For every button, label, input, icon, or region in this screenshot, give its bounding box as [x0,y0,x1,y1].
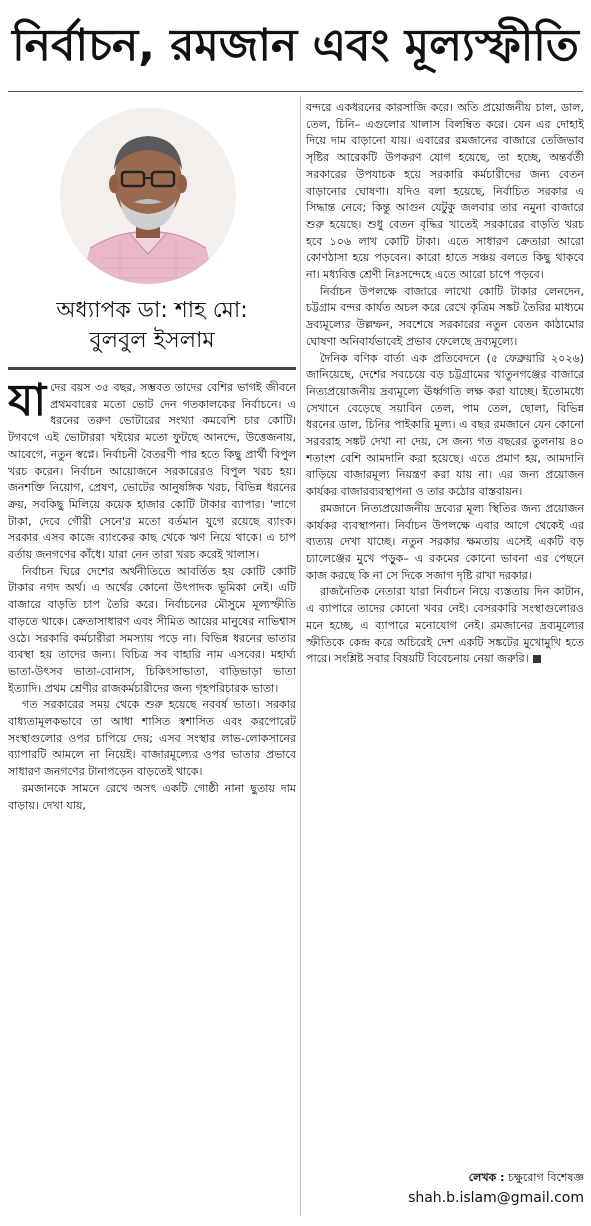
author-photo [60,108,236,284]
paragraph: রমজানে নিত্যপ্রয়োজনীয় দ্রব্যের মূল্য স্থিতির জন্য প্রয়োজন কার্যকর ব্যবস্থাপনা। নির্বাচন উপলক্ষে এবার আগে থেকেই এর ব্যত্যয় দেখা যাচ্ছে। নতুন সরকার ক্ষমতায় এসেই একটি বড় চ্যালেঞ্জের মুখে পড়ুক– এ রকমের কোনো ভাবনা এর পেছনে কাজ করছে কি না সে দিকে সজাগ দৃষ্টি রাখা দরকার। [306,501,584,582]
byline-rule [8,367,296,370]
paragraph: রমজানকে সামনে রেখে অসৎ একটি গোষ্ঠী নানা ছুতায় দাম বাড়ায়। দেখা যায়, [8,781,296,812]
column-divider [300,96,301,1216]
author-signoff [306,1170,584,1186]
end-mark-icon [533,655,541,663]
paragraph: বন্দরে একধরনের কারসাজি করে। অতি প্রয়োজনীয় চাল, ডাল, তেল, চিনি– এগুলোর খালাস বিলম্বিত করে। যেন এর দোহাই দিয়ে দাম বাড়ানো যায়। এবারের রমজানের বাজারে তেজিভাব সৃষ্টির আরেকটি উপকরণ যোগ হয়েছে, তা হচ্ছে, অন্তর্বর্তী সরকারের উপযাচক হয়ে সরকারি কর্মচারীদের জন্য বেতন বাড়ানোর ঘোষণা। যদিও বলা হয়েছে, নির্বাচিত সরকার এ সিদ্ধান্ত নেবে; কিন্তু আগুন যেটুকু জলবার তার নমুনা বাজারে শুরু হয়েছে। শুধু বেতন বৃদ্ধির খাতেই সরকারের বাড়তি খরচ হবে ১০৬ লাখ কোটি টাকা। এতে সাধারণ ক্রেতারা আরো কোণঠাসা হয়ে পড়বেন। কারো হাতে সঞ্চয় বলতে কিছু থাকবে না। মধ্যবিত্ত শ্রেণী নিঃসন্দেহে এতে আরো চাপে পড়বে। [306,101,584,282]
left-column [8,96,296,1221]
article-body-left [8,380,296,1220]
paragraph [8,380,296,564]
paragraph [306,584,584,668]
right-column [306,96,584,1221]
paragraph-text: দের বয়স ৩৫ বছর, সম্ভবত তাদের বেশির ভাগই জীবনে প্রথমবারের মতো ভোট দেন গতকালকের নির্বাচনে। এ ধরনের তরুণ ভোটারের সংখ্যা কমবেশি চার কোটি। টগবগে এই ভোটাররা খইয়ের মতো ফুটছে আনন্দে, উত্তেজনায়, আবেগে, নতুন স্বপ্নে। নির্বাচনী বৈতরণী পার হতে কিছু প্রার্থী বিপুল খরচ করেন। নির্বাচন আয়োজনে সরকারেরও বিপুল খরচ হয়। জনশক্তি নিয়োগ, প্রেষণ, ভোটের আনুষঙ্গিক খরচ, বিভিন্ন ধরনের ক্রয়, সবকিছু মিলিয়ে কয়েক হাজার কোটি টাকার ব্যাপার। 'লাগে টাকা, দেবে গৌরী সেনে'র মতো বর্তমান যুগে রয়েছে ব্যাংক। সরকার এসব কাজে ব্যাংকের কাছ থেকে ঋণ নিয়ে থাকে। এ চাপ বর্তায় জনগণের কাঁধে। যারা নেন তারা খরচ করেই খালাস। [8,381,296,562]
byline-line-1: অধ্যাপক ডা: শাহ মো: [56,298,248,323]
headline-rule [8,91,583,92]
signoff-label: লেখক : [468,1171,505,1184]
paragraph: দৈনিক বণিক বার্তা এক প্রতিবেদনে (৫ ফেব্রুয়ারি ২০২৬) জানিয়েছে, দেশের সবচেয়ে বড় চট্টগ্রামের খাতুনগঞ্জের বাজারে নিত্যপ্রয়োজনীয় দ্রব্যমূল্যে ঊর্ধ্বগতি লক্ষ করা যাচ্ছে। ইতোমধ্যে সেখানে বেড়েছে সয়াবিন তেল, পাম তেল, ছোলা, বিভিন্ন ধরনের ডাল, চিনির পাইকারি মূল্য। এ বছর রমজানে যেন কোনো সরবরাহ সঙ্কট দেখা না দেয়, সে জন্য গত বছরের তুলনায় ৪০ শতাংশ বেশি আমদানি করা হয়েছে। এতে প্রমাণ হয়, আমদানি বাড়িয়ে বাজারমূল্য নিয়ন্ত্রণ করা যায় না। এর জন্য প্রয়োজন কার্যকর বাজারব্যবস্থাপনা ও তার কঠোর বাস্তবায়ন। [306,351,584,499]
signoff-role: চক্ষুরোগ বিশেষজ্ঞ [507,1171,584,1184]
author-byline [8,296,296,356]
dropcap: যা [8,380,47,426]
paragraph-text: রাজনৈতিক নেতারা যারা নির্বাচন নিয়ে ব্যস্ততায় দিন কাটান, এ ব্যাপারে তাদের কোনো খবর নেই। বেসরকারি সংস্থাগুলোরও মনে হচ্ছে, এ ব্যাপারে মনোযোগ নেই। রমজানের দ্রব্যমূল্যের স্ফীতিকে কেন্দ্র করে অচিরেই দেশ একটি সঙ্কটের মুখোমুখি হতে পারে। সংশ্লিষ্ট সবার বিষয়টি বিবেচনায় নেয়া জরুরি। [306,585,584,666]
paragraph: গত সরকারের সময় থেকে শুরু হয়েছে নববর্ষ ভাতা। সরকার বাধ্যতামূলকভাবে তা আধা শাসিত স্বশাসিত এবং করপোরেট সংস্থাগুলোর ওপর চাপিয়ে দেয়; এসব সংস্থার লাভ-লোকসানের ব্যাপারটি আমলে না নিয়েই। বাজারমূল্যের ওপর ভাতার প্রভাবে সাধারণ জনগণের টানাপড়েন বাড়তেই থাকে। [8,698,296,779]
paragraph: নির্বাচন ঘিরে দেশের অর্থনীতিতে আবর্তিত হয় কোটি কোটি টাকার নগদ অর্থ। এ অর্থের কোনো উৎপাদক ভূমিকা নেই। এটি বাজারে বাড়তি চাপ তৈরি করে। নির্বাচনের মৌসুমে মূল্যস্ফীতি বাড়তে থাকে। ক্রেতাসাধারণ এবং সীমিত আয়ের মানুষের নাভিশ্বাস ওঠে। সরকারি কর্মচারীরা সমস্যায় পড়ে না। বিভিন্ন ধরনের ভাতার ব্যবস্থা হয় তাদের জন্য। বিচিত্র সব বাহারি নাম এসবের। মহার্ঘ্য ভাতা-উৎসব ভাতা-বোনাস, চিকিৎসাভাতা, বাড়িভাড়া ভাতা ইত্যাদি। প্রথম শ্রেণীর রাজকর্মচারীদের জন্য গৃহপরিচারক ভাতা। [8,564,296,695]
paragraph: নির্বাচন উপলক্ষে বাজারে লাখো কোটি টাকার লেনদেন, চট্টগ্রাম বন্দর কার্যত অচল করে রেখে কৃত্রিম সঙ্কট তৈরির মাধ্যমে দ্রব্যমূল্যের উল্লম্ফন, সবশেষে সরকারের নতুন বেতন কাঠামোর ঘোষণা অনিবার্যভাবেই প্রভাব ফেলেছে দ্রব্যমূল্যে। [306,284,584,348]
headline: নির্বাচন, রমজান এবং মূল্যস্ফীতি [12,20,579,71]
byline-line-2: বুলবুল ইসলাম [89,328,215,353]
author-portrait-image [60,108,236,284]
article-body-right [306,100,584,1185]
author-email[interactable]: shah.b.islam@gmail.com [408,1190,584,1206]
